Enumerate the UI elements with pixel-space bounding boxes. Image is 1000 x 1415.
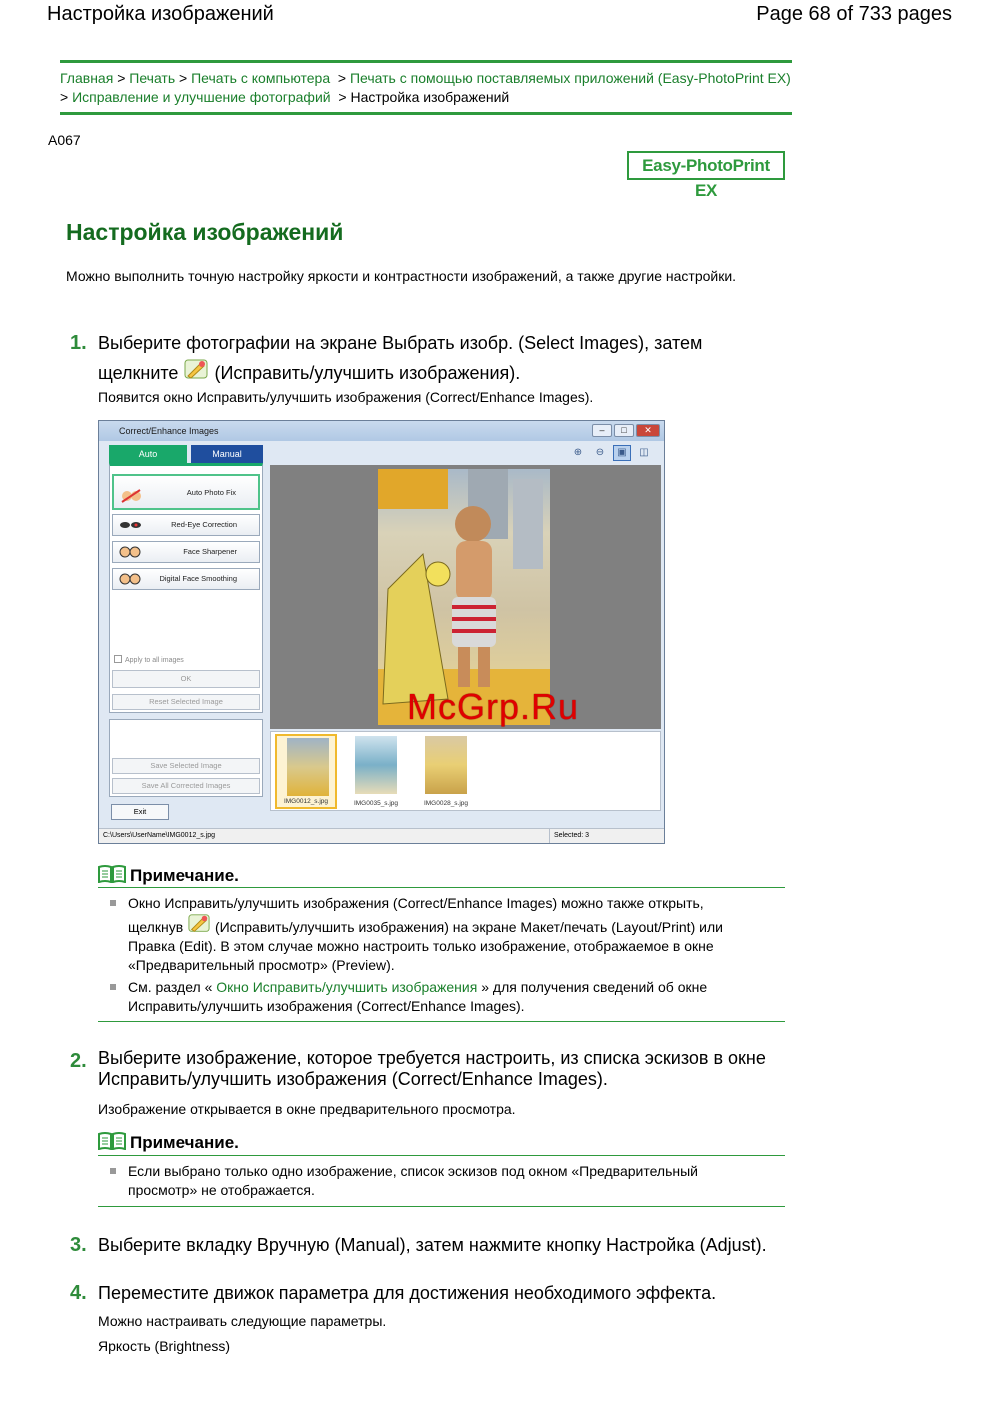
digital-face-smoothing-button: [112, 568, 260, 590]
breadcrumb-link-print[interactable]: Печать: [129, 70, 176, 86]
step-number: 3.: [70, 1234, 87, 1256]
breadcrumb-link-home[interactable]: Главная: [60, 70, 114, 86]
thumbnail-label: IMG0035_s.jpg: [353, 800, 399, 807]
breadcrumb-current: Настройка изображений: [350, 89, 510, 105]
button-label: Auto Photo Fix: [186, 488, 236, 497]
step-result: Появится окно Исправить/улучшить изображения (Correct/Enhance Images).: [98, 389, 594, 405]
thumbnail-strip: [270, 731, 661, 811]
zoom-out-icon: ⊖: [595, 447, 605, 458]
book-icon: [98, 865, 126, 883]
button-label: Face Sharpener: [183, 547, 237, 556]
breadcrumb-link-easy-photoprint[interactable]: Печать с помощью поставляемых приложений (Easy-PhotoPrint EX): [349, 70, 791, 86]
ok-button: OK: [112, 670, 260, 688]
face-smoothing-icon: [119, 572, 141, 586]
close-icon: ✕: [636, 424, 660, 437]
status-bar: [99, 828, 664, 843]
step-text: Переместите движок параметра для достижения необходимого эффекта.: [98, 1283, 717, 1303]
breadcrumb: [60, 60, 792, 115]
save-selected-image-button: Save Selected Image: [112, 758, 260, 774]
checkbox-label: Apply to all images: [125, 657, 184, 664]
zoom-in-icon: ⊕: [573, 447, 583, 458]
thumbnail-item: [345, 734, 407, 809]
save-all-corrected-images-button: Save All Corrected Images: [112, 778, 260, 794]
status-selected-count: Selected: 3: [549, 829, 589, 843]
auto-photo-fix-icon: [120, 485, 142, 499]
window-title-text: Correct/Enhance Images: [119, 426, 219, 436]
save-panel: [109, 719, 263, 797]
apply-to-all-checkbox: [114, 655, 184, 664]
face-sharpener-button: [112, 541, 260, 563]
page-header-title: Настройка изображений: [47, 3, 274, 25]
breadcrumb-separator: >: [117, 70, 126, 86]
step-text: Выберите изображение, которое требуется настроить, из списка эскизов в окне Исправить/улучшить изображения (Correct/Enhance Images).: [98, 1048, 766, 1089]
step-text: Выберите вкладку Вручную (Manual), затем нажмите кнопку Настройка (Adjust).: [98, 1235, 767, 1255]
note-text: щелкнув: [128, 919, 184, 935]
page-counter: Page 68 of 733 pages: [756, 3, 952, 25]
step-text: щелкните: [98, 363, 179, 383]
product-logo: Easy-PhotoPrint EX: [627, 151, 785, 180]
red-eye-icon: [119, 518, 141, 532]
maximize-icon: □: [614, 424, 634, 437]
book-icon: [98, 1132, 126, 1150]
correct-enhance-icon: [187, 913, 211, 935]
note-text: Если выбрано только одно изображение, список эскизов под окном «Предварительный просмотр» не отображается.: [128, 1163, 698, 1198]
thumbnail-item: [275, 734, 337, 809]
step-result: Изображение открывается в окне предварительного просмотра.: [98, 1101, 516, 1117]
correct-enhance-window-screenshot: [98, 420, 665, 844]
breadcrumb-separator: >: [60, 89, 69, 105]
correct-enhance-window-link[interactable]: Окно Исправить/улучшить изображения: [216, 979, 478, 995]
correct-enhance-icon: [183, 358, 209, 382]
note-title: Примечание.: [130, 866, 239, 885]
note-heading: [98, 865, 239, 886]
auto-panel: [109, 463, 263, 713]
note-text: Окно Исправить/улучшить изображения (Correct/Enhance Images) можно также открыть,: [128, 895, 704, 911]
status-path: C:\Users\UserName\IMG0012_s.jpg: [103, 832, 216, 839]
red-eye-correction-button: [112, 514, 260, 536]
step-text: Выберите фотографии на экране Выбрать изобр. (Select Images), затем: [98, 333, 703, 353]
window-title: [99, 421, 664, 441]
note-heading: [98, 1132, 239, 1153]
thumbnail-label: IMG0028_s.jpg: [423, 800, 469, 807]
step-number: 4.: [70, 1282, 87, 1304]
thumbnail-item: [415, 734, 477, 809]
button-label: Red-Eye Correction: [171, 520, 237, 529]
note-bullet: [110, 1162, 770, 1200]
compare-view-icon: ◫: [639, 447, 649, 458]
tab-manual: Manual: [191, 445, 263, 463]
step-number: 2.: [70, 1050, 87, 1072]
step-number: 1.: [70, 332, 87, 354]
button-label: Digital Face Smoothing: [159, 574, 237, 583]
thumbnail-label: IMG0012_s.jpg: [283, 798, 329, 805]
page-title: Настройка изображений: [66, 219, 344, 245]
intro-paragraph: Можно выполнить точную настройку яркости и контрастности изображений, а также другие настройки.: [66, 268, 737, 284]
thumbnail-image: [425, 736, 467, 794]
note-text: См. раздел «: [128, 979, 213, 995]
breadcrumb-separator: >: [337, 70, 347, 86]
watermark: McGrp.Ru: [407, 686, 580, 727]
reset-selected-image-button: Reset Selected Image: [112, 694, 260, 710]
step-result: Можно настраивать следующие параметры.: [98, 1313, 387, 1329]
whole-image-view-icon: ▣: [613, 445, 631, 461]
auto-photo-fix-button: [112, 474, 260, 510]
note-text: » для получения сведений об окне Исправить/улучшить изображения (Correct/Enhance Images).: [128, 979, 708, 1014]
note-bullet: [110, 894, 770, 975]
thumbnail-image: [287, 738, 329, 796]
minimize-icon: –: [592, 424, 612, 437]
document-code: A067: [48, 132, 81, 148]
breadcrumb-separator: >: [179, 70, 188, 86]
preview-toolbar: [569, 445, 653, 461]
breadcrumb-separator: >: [338, 89, 347, 105]
step-text: (Исправить/улучшить изображения).: [214, 363, 521, 383]
breadcrumb-link-correct-enhance[interactable]: Исправление и улучшение фотографий: [72, 89, 331, 105]
exit-button: Exit: [111, 804, 169, 820]
note-bullet: [110, 978, 770, 1016]
parameter-name: Яркость (Brightness): [98, 1338, 231, 1354]
thumbnail-image: [355, 736, 397, 794]
note-title: Примечание.: [130, 1133, 239, 1152]
note-text: (Исправить/улучшить изображения) на экране Макет/печать (Layout/Print) или Правка (Edit). В этом случае можно настроить только изображение, отображаемое в окне «Предварительный просмотр» (Preview).: [128, 919, 723, 973]
breadcrumb-link-print-from-computer[interactable]: Печать с компьютера: [191, 70, 331, 86]
face-sharpener-icon: [119, 545, 141, 559]
tab-auto: Auto: [109, 445, 187, 463]
